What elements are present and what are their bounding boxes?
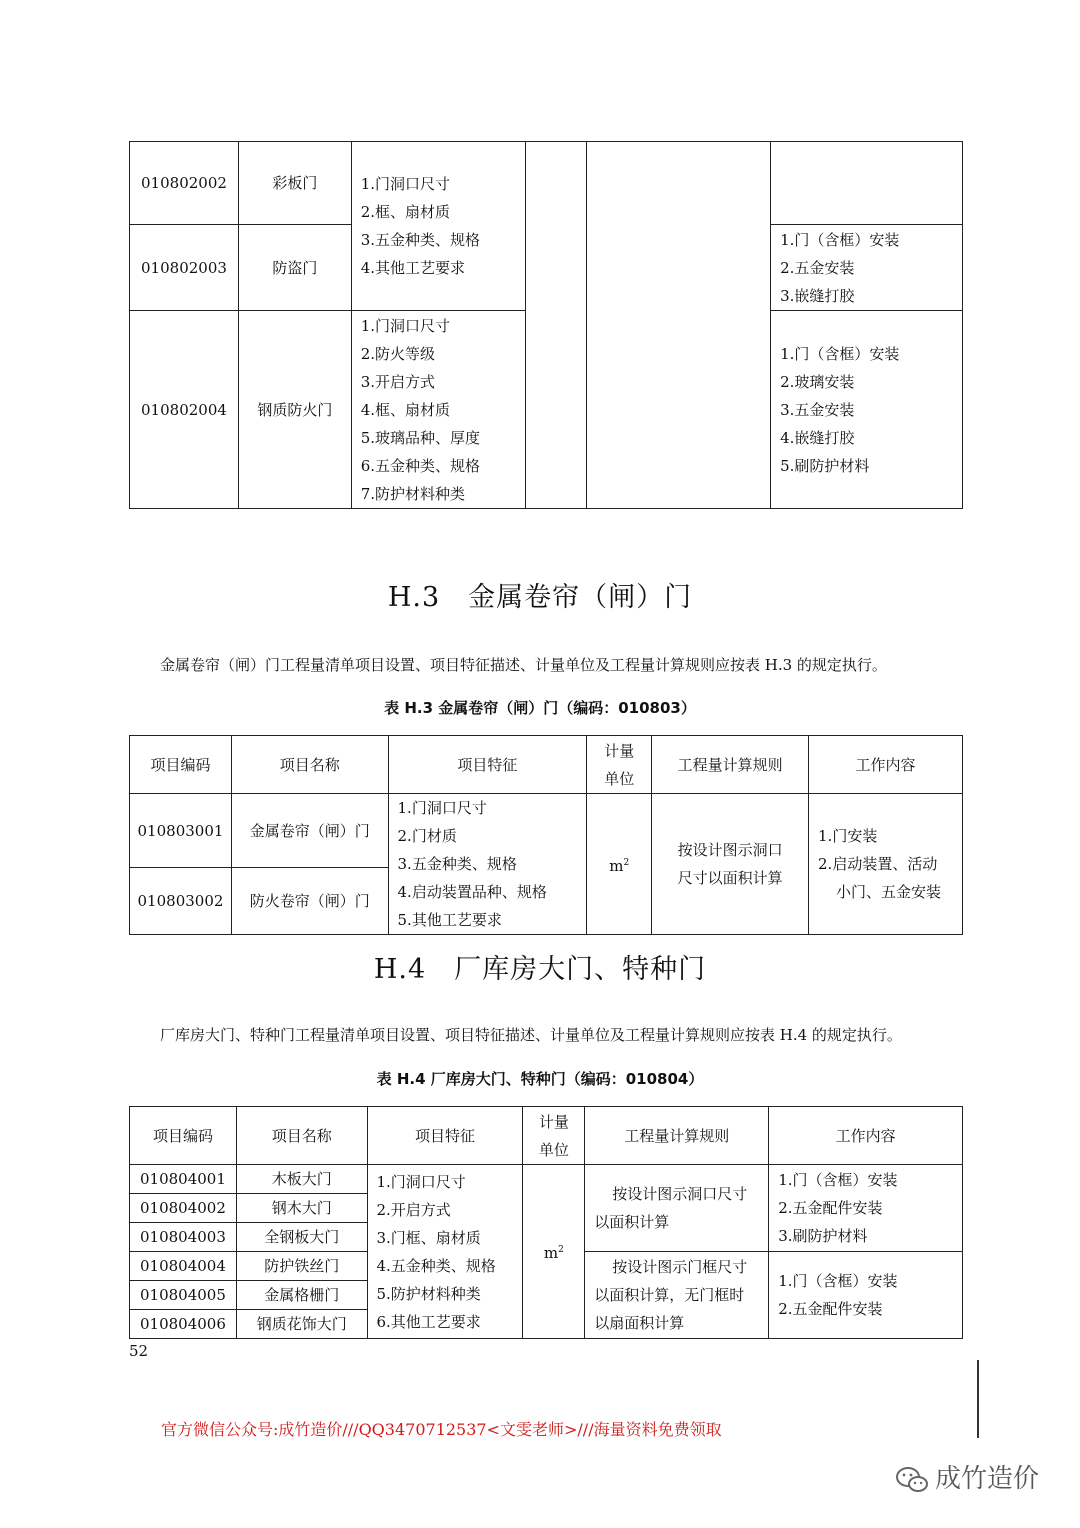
item-name: 钢质防火门 [238, 311, 351, 509]
item-code: 010803002 [130, 868, 232, 935]
item-code: 010804001 [130, 1165, 237, 1194]
table-caption-h3: 表 H.3 金属卷帘（闸）门（编码：010803） [384, 699, 696, 717]
item-name: 金属格栅门 [236, 1281, 367, 1310]
page-number: 52 [129, 1342, 149, 1360]
item-features: 1.门洞口尺寸 2.门材质 3.五金种类、规格 4.启动装置品种、规格 5.其他工艺要求 [388, 794, 587, 935]
item-name: 彩板门 [238, 142, 351, 225]
item-code: 010802004 [130, 311, 239, 509]
item-code: 010804006 [130, 1310, 237, 1339]
header-rule: 工程量计算规则 [585, 1107, 769, 1165]
section-heading-h4: H.4 厂库房大门、特种门 [373, 954, 707, 985]
item-work: 1.门安装 2.启动装置、活动 小门、五金安装 [809, 794, 963, 935]
margin-divider [977, 1360, 979, 1438]
item-features: 1.门洞口尺寸 2.框、扇材质 3.五金种类、规格 4.其他工艺要求 [351, 142, 525, 311]
item-code: 010802002 [130, 142, 239, 225]
header-code: 项目编码 [130, 1107, 237, 1165]
section-heading-h3: H.3 金属卷帘（闸）门 [387, 582, 693, 613]
item-name: 防护铁丝门 [236, 1252, 367, 1281]
header-work: 工作内容 [809, 736, 963, 794]
section-intro-h3: 金属卷帘（闸）门工程量清单项目设置、项目特征描述、计量单位及工程量计算规则应按表 H.3 的规定执行。 [160, 656, 887, 674]
header-features: 项目特征 [388, 736, 587, 794]
header-name: 项目名称 [231, 736, 388, 794]
item-work: 1.门（含框）安装 2.玻璃安装 3.五金安装 4.嵌缝打胶 5.刷防护材料 [771, 311, 963, 509]
item-code: 010804003 [130, 1223, 237, 1252]
header-work: 工作内容 [769, 1107, 963, 1165]
unit-value: $m^2$ [587, 794, 652, 935]
watermark [895, 1458, 1039, 1495]
unit-cell [525, 142, 587, 509]
item-name: 金属卷帘（闸）门 [231, 794, 388, 868]
section-intro-h4: 厂库房大门、特种门工程量清单项目设置、项目特征描述、计量单位及工程量计算规则应按表 H.4 的规定执行。 [160, 1026, 902, 1044]
wechat-icon [895, 1465, 929, 1495]
item-name: 钢木大门 [236, 1194, 367, 1223]
header-name: 项目名称 [236, 1107, 367, 1165]
rule-cell [587, 142, 771, 509]
item-name: 全钢板大门 [236, 1223, 367, 1252]
header-features: 项目特征 [367, 1107, 523, 1165]
unit-value: $m^2$ [523, 1165, 585, 1339]
table-h4 [129, 1106, 963, 1339]
item-code: 010804005 [130, 1281, 237, 1310]
item-code: 010802003 [130, 225, 239, 311]
calc-rule-b: 按设计图示门框尺寸 以面积计算，无门框时 以扇面积计算 [585, 1252, 769, 1339]
item-features: 1.门洞口尺寸 2.开启方式 3.门框、扇材质 4.五金种类、规格 5.防护材料种类 6.其他工艺要求 [367, 1165, 523, 1339]
item-work-a: 1.门（含框）安装 2.五金配件安装 3.刷防护材料 [769, 1165, 963, 1252]
calc-rule-a: 按设计图示洞口尺寸 以面积计算 [585, 1165, 769, 1252]
item-name: 防盗门 [238, 225, 351, 311]
footer-promo-text: 官方微信公众号:成竹造价///QQ3470712537<文雯老师>///海量资料免费领取 [161, 1420, 722, 1439]
item-code: 010804004 [130, 1252, 237, 1281]
calc-rule: 按设计图示洞口 尺寸以面积计算 [652, 794, 809, 935]
table-caption-h4: 表 H.4 厂库房大门、特种门（编码：010804） [376, 1070, 704, 1088]
watermark-text: 成竹造价 [935, 1464, 1040, 1494]
item-features: 1.门洞口尺寸 2.防火等级 3.开启方式 4.框、扇材质 5.玻璃品种、厚度 6.五金种类、规格 7.防护材料种类 [351, 311, 525, 509]
item-name: 木板大门 [236, 1165, 367, 1194]
item-code: 010804002 [130, 1194, 237, 1223]
item-code: 010803001 [130, 794, 232, 868]
header-code: 项目编码 [130, 736, 232, 794]
item-work: 1.门（含框）安装 2.五金安装 3.嵌缝打胶 [771, 225, 963, 311]
item-name: 钢质花饰大门 [236, 1310, 367, 1339]
item-work-b: 1.门（含框）安装 2.五金配件安装 [769, 1252, 963, 1339]
item-name: 防火卷帘（闸）门 [231, 868, 388, 935]
work-cell-empty [771, 142, 963, 225]
table-h3 [129, 735, 963, 935]
header-rule: 工程量计算规则 [652, 736, 809, 794]
table-h2-continued [129, 141, 963, 509]
header-unit: 计量 单位 [587, 736, 652, 794]
header-unit: 计量 单位 [523, 1107, 585, 1165]
